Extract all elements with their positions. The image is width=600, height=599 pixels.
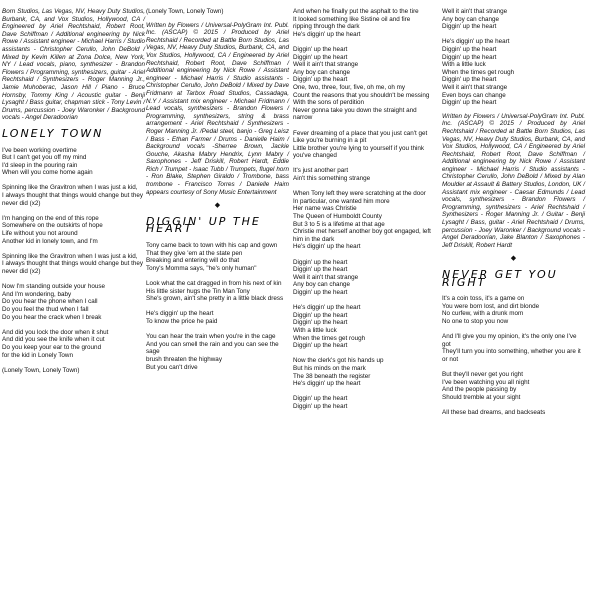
lyrics-diggin-up-the-heart	[146, 242, 289, 371]
lyric-line: Even boys can change	[442, 91, 506, 99]
lyric-line: Well it ain't that strange	[442, 83, 508, 91]
lyric-line: Little brother you're lying to yourself if you think you've changed	[293, 144, 425, 160]
lyric-line: But his minds on the mark	[293, 364, 366, 372]
lyric-line	[2, 207, 145, 215]
lyric-line: To know the price he paid	[146, 317, 218, 325]
lyric-line	[293, 183, 436, 191]
lyric-line: Tony came back to town with his cap and gown	[146, 242, 278, 250]
song-title-lonely-town: LONELY TOWN	[2, 126, 104, 140]
lyric-line	[293, 251, 436, 259]
lyric-line: Diggin' up the heart	[293, 76, 348, 84]
lyric-line: Diggin' up the heart	[442, 76, 497, 84]
lyric-line: With a little luck	[293, 326, 337, 334]
lyric-line: Her name was Christie	[293, 205, 357, 213]
lyric-line: In particular, one wanted him more	[293, 197, 390, 205]
lyric-line: It looked something like Sistine oil and fire	[293, 15, 411, 23]
lyric-line: Do you feel the thud when I fall	[2, 305, 89, 313]
credits-block: Born Studios, Las Vegas, NV, Heavy Duty Studios, Burbank, CA, and Vox Studios, Hollywood, CA / Engineered by Ariel Rechtshaid, Robert Root, Dave Schiffman / Additional engineering by Nick Rowe / Assistant engineer - Michael Harris / Studio assistants - Christopher Cerullo, John DeBold / Mixed by Kevin Killen at Zona Dolce, New York, NY / Lead vocals, piano, synthesizer - Brandon Flowers / Programming, synthesizers, guitar - Ariel Rechtshaid / Synthesizers - Roger Manning Jr., Jamie Muhoberac, Jason Hill / Piano - Bruce Hornsby, Tommy King / Acoustic guitar - Benji Lysaght / Bass guitar, chapman stick - Tony Levin / Drums, percussion - Joey Waronker / Background vocals - Angel Deradoorian	[2, 8, 145, 122]
lyric-line: Should tremble at your sight	[442, 393, 521, 401]
lyric-line: Diggin' up the heart	[293, 258, 348, 266]
lyric-line: Do you keep your ear to the ground	[2, 343, 102, 351]
lyric-line: With the sons of perdition	[293, 99, 365, 107]
ornament-diamond: ◆	[214, 202, 221, 210]
lyric-line: But you can't drive	[146, 363, 198, 371]
lyric-line: Do you hear the crack when I break	[2, 313, 102, 321]
column-3	[293, 8, 436, 410]
lyric-line: I always thought that things would change but they never did (x2)	[2, 192, 144, 207]
lyric-line: Diggin' up the heart	[293, 45, 348, 53]
lyric-line: But I can't get you off my mind	[2, 154, 87, 162]
lyric-line	[293, 350, 436, 358]
lyric-line: for the kid in Lonely Town	[2, 351, 73, 359]
lyric-line: And the people passing by	[442, 386, 517, 394]
lyric-line	[293, 297, 436, 305]
lyric-line: And I'll give you my opinion, it's the only one I've got	[442, 333, 577, 348]
lyric-line: Diggin' up the heart	[293, 395, 348, 403]
lyric-line: Diggin' up the heart	[293, 266, 348, 274]
lyric-line	[2, 245, 145, 253]
lyric-line: Diggin' up the heart	[442, 23, 497, 31]
lyric-line: Diggin' up the heart	[442, 99, 497, 107]
lyric-line: And did you lock the door when it shut	[2, 328, 109, 336]
lyric-line	[442, 364, 585, 372]
lyric-line: Fever dreaming of a place that you just can't get	[293, 129, 428, 137]
lyric-line: ripping through the dark	[293, 23, 360, 31]
lyric-line	[146, 303, 289, 311]
column-1	[2, 8, 145, 374]
lyric-line: Diggin' up the heart	[293, 53, 348, 61]
lyric-line: Any boy can change	[293, 281, 351, 289]
lyric-line: Diggin' up the heart	[442, 45, 497, 53]
lyric-line: Diggin' up the heart	[442, 53, 497, 61]
lyric-line	[293, 388, 436, 396]
lyric-line: I always thought that things would change but they never did (x2)	[2, 260, 144, 275]
lyric-line: Like you're burning in a pit	[293, 137, 367, 145]
lyric-line: Do you hear the phone when I call	[2, 298, 98, 306]
lyric-line: He's diggin' up the heart	[293, 30, 361, 38]
lyric-line: But they'll never get you right	[442, 371, 524, 379]
lyric-line: When will you come home again	[2, 169, 93, 177]
lyric-line: I've been working overtime	[2, 146, 77, 154]
lyric-line: No curfew, with a drunk mom	[442, 310, 524, 318]
lyric-line: I've been watching you all night	[442, 378, 530, 386]
lyric-line	[2, 321, 145, 329]
lyric-line: He's diggin' up the heart	[293, 304, 361, 312]
lyric-line	[293, 160, 436, 168]
lyric-line: He's diggin' up the heart	[293, 380, 361, 388]
lyric-line: And when he finally put the asphalt to the tire	[293, 8, 419, 15]
lyric-line	[442, 31, 585, 39]
lyric-line: Ain't this something strange	[293, 175, 371, 183]
lyric-line: Diggin' up the heart	[293, 342, 348, 350]
lyric-line: The 38 beneath the register	[293, 372, 371, 380]
song-title-diggin-up-the-heart: DIGGIN' UP THE HEART	[146, 214, 261, 236]
lyric-line: It's just another part	[293, 167, 349, 175]
lyric-line: He's diggin' up the heart	[442, 38, 510, 46]
lyric-line: It's a coin toss, it's a game on	[442, 295, 525, 303]
lyric-line: Never gonna take you down the straight and narrow	[293, 106, 417, 122]
lyric-line: You can hear the train when you're in the cage	[146, 333, 276, 341]
refrain-line: (Lonely Town, Lonely Town)	[146, 8, 224, 15]
lyric-line: With a little luck	[442, 61, 486, 69]
lyric-line: You were born lost, and dirt blonde	[442, 302, 540, 310]
ornament-diamond: ◆	[510, 255, 517, 263]
lyric-line	[442, 326, 585, 334]
lyric-line: brush threaten the highway	[146, 355, 222, 363]
lyric-line: All these bad dreams, and backseats	[442, 409, 546, 417]
lyrics-diggin-up-the-heart-continued	[293, 8, 436, 410]
lyric-line	[293, 38, 436, 46]
lyric-line	[146, 326, 289, 334]
lyric-line: Diggin' up the heart	[293, 319, 348, 327]
lyric-line: They'll turn you into something, whether you are it or not	[442, 348, 581, 363]
lyric-line: Count the reasons that you shouldn't be messing	[293, 91, 430, 99]
lyric-line	[2, 359, 145, 367]
lyric-line: And did you see the knife when it cut	[2, 336, 105, 344]
lyric-line: No one to stop you now	[442, 317, 509, 325]
lyric-line: When the times get rough	[293, 334, 366, 342]
lyric-line	[442, 402, 585, 410]
credits-block: Written by Flowers / Universal-PolyGram Int. Publ. Inc. (ASCAP) © 2015 / Produced by Ariel Rechtshaid / Recorded at Battle Born Studios, Las Vegas, NV, Heavy Duty Studios, Burbank, CA, and Vox Studios, Hollywood, CA / Engineered by Ariel Rechtshaid, Robert Root, Dave Schiffman / Additional engineering by Nick Rowe / Assistant engineer - Michael Harris / Studio assistants - Christopher Cerullo, John DeBold / Mixed by Dave Fridmann at Tarbox Road Studios, Cassadaga, N.Y / Assistant mix engineer - Michael Fridmann / Lead vocals, synthesizers - Brandon Flowers / Programming, synthesizers, string & brass arrangement - Ariel Rechtshaid / Synthesizers - Roger Manning Jr. /Pedal steel, banjo - Greg Leisz / Bass - Ethan Farmer / Drums - Danielle Haim / Background vocals -Sherree Brown, Jackie Gouche, Akasha Mabry Hendrix, Lynn Mabry / Saxophones - Jeff Driskill, Robert Hardt, Eddie Rich / Trumpet - Isaac Tubb / Trumpets, flugel horn - Ron Blake, Stephen Giraldo / Trombone, bass trombone - Francisco Torres / Danielle Haim appears courtesy of Sony Music Entertainment	[146, 21, 289, 196]
lyric-line	[2, 177, 145, 185]
lyric-line: But 3 to 5 is a lifetime at that age	[293, 220, 385, 228]
lyric-line: And you can smell the rain and you can see the sage	[146, 340, 279, 356]
lyric-line: She's grown, ain't she pretty in a little black dress	[146, 295, 284, 303]
lyric-line: And I'm wondering, baby	[2, 290, 72, 298]
lyric-line: When Tony left they were scratching at the door	[293, 190, 426, 198]
lyric-line: Well it ain't that strange	[293, 273, 359, 281]
lyric-line	[146, 272, 289, 280]
lyric-line: Well it ain't that strange	[442, 8, 508, 15]
lyric-line: (Lonely Town, Lonely Town)	[2, 366, 80, 374]
lyric-line: The Queen of Humboldt County	[293, 213, 382, 221]
lyric-line: When the times get rough	[442, 68, 515, 76]
lyric-line: He's diggin' up the heart	[146, 310, 214, 318]
lyrics-diggin-up-the-heart-end	[442, 8, 585, 107]
lyric-line: Now the clerk's got his hands up	[293, 357, 384, 365]
lyric-line: One, two, three, four, five, oh me, oh my	[293, 83, 405, 91]
lyric-line: Diggin' up the heart	[293, 402, 348, 410]
lyric-line: His little sister hugs the Tin Man Tony	[146, 287, 250, 295]
lyric-line: Spinning like the Gravitron when I was just a kid,	[2, 184, 138, 192]
lyric-line: Look what the cat dragged in from his next of kin	[146, 280, 282, 287]
lyric-line	[293, 122, 436, 130]
lyric-line: I'm hanging on the end of this rope	[2, 214, 99, 222]
lyric-line: Another kid in lonely town, and I'm	[2, 237, 98, 245]
lyric-line: Diggin' up the heart	[293, 288, 348, 296]
credits-block: Written by Flowers / Universal-PolyGram Int. Publ. Inc. (ASCAP) © 2015 / Produced by Ariel Rechtshaid / Recorded at Battle Born Studios, Las Vegas, NV, Heavy Duty Studios, Burbank, CA, and Vox Studios, Hollywood, CA / Engineered by Ariel Rechtshaid, Robert Root, Dave Schiffman / Additional engineering by Nick Rowe / Assistant engineer - Michael Harris / Studio assistants - Christopher Cerullo, John DeBold / Mixed by Alan Moulder at Assault & Battery Studios, London, UK / Assistant mix engineer - Caesar Edmunds / Lead vocals, synthesizers - Brandon Flowers / Programming, synthesizers - Ariel Rechtshaid / Synthesizers - Roger Manning Jr. / Guitar - Benji Lysaght / Bass, guitar - Ariel Rechtshaid / Drums, percussion - Joey Waronker / Background vocals - Angel Deradoorian, Jake Blanton / Saxophones - Jeff Driskill, Robert Hardt	[442, 112, 585, 249]
lyric-line: Now I'm standing outside your house	[2, 283, 106, 291]
lyric-line: That they give 'em at the state pen	[146, 249, 243, 257]
lyric-line: Well it ain't that strange	[293, 61, 359, 69]
lyric-line	[2, 276, 145, 284]
lyric-line: Christie met herself another boy got engaged, left him in the dark	[293, 228, 431, 243]
lyric-line: I'd sleep in the pouring rain	[2, 161, 78, 169]
lyrics-never-get-you-right	[442, 295, 585, 417]
column-2	[146, 8, 289, 371]
lyric-line: Spinning like the Gravitron when I was just a kid,	[2, 252, 138, 260]
lyric-line: He's diggin' up the heart	[293, 243, 361, 251]
lyric-line: Breaking and entering will do that	[146, 257, 240, 265]
lyric-line: Tony's Momma says, "he's only human"	[146, 264, 257, 272]
song-title-never-get-you-right: NEVER GET YOU RIGHT	[442, 268, 558, 289]
lyrics-lonely-town	[2, 147, 145, 375]
lyric-line: Any boy can change	[293, 68, 351, 76]
lyric-line: Life without you not around	[2, 230, 78, 238]
column-4	[442, 8, 585, 417]
lyric-line: Any boy can change	[442, 15, 500, 23]
lyric-line: Somewhere on the outskirts of hope	[2, 222, 103, 230]
lyric-line: Diggin' up the heart	[293, 311, 348, 319]
